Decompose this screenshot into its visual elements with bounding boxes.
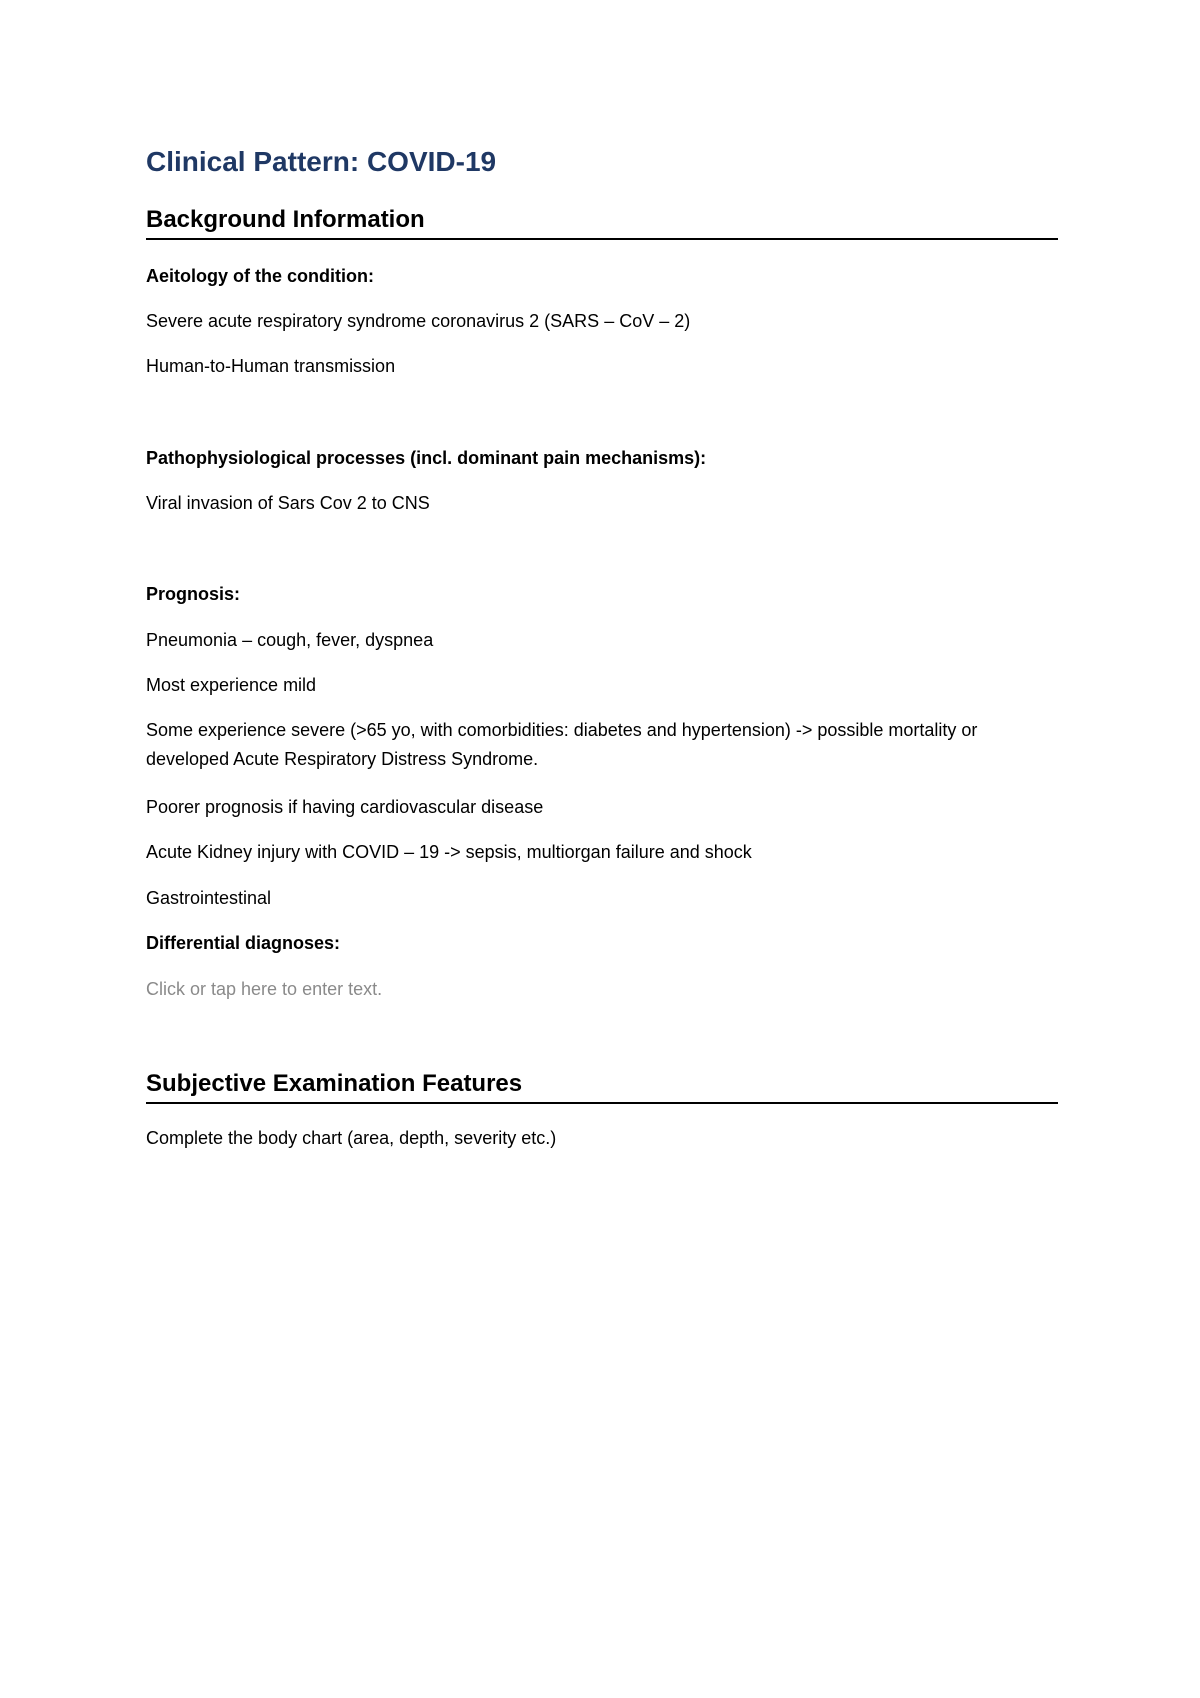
prognosis-label: Prognosis: [146, 584, 241, 604]
subjective-examination-heading: Subjective Examination Features [146, 1070, 1058, 1104]
prognosis-line: Poorer prognosis if having cardiovascular disease [146, 797, 544, 817]
aetiology-line: Severe acute respiratory syndrome coronavirus 2 (SARS – CoV – 2) [146, 311, 691, 331]
prognosis-line: Pneumonia – cough, fever, dyspnea [146, 630, 434, 650]
prognosis-line: Acute Kidney injury with COVID – 19 -> sepsis, multiorgan failure and shock [146, 842, 752, 862]
aetiology-line: Human-to-Human transmission [146, 356, 396, 376]
pathophysiology-label: Pathophysiological processes (incl. dominant pain mechanisms): [146, 448, 707, 468]
pathophysiology-line: Viral invasion of Sars Cov 2 to CNS [146, 493, 430, 513]
background-information-heading: Background Information [146, 206, 1058, 240]
differential-diagnoses-input[interactable]: Click or tap here to enter text. [146, 979, 383, 999]
differential-diagnoses-label: Differential diagnoses: [146, 933, 341, 953]
prognosis-line: Gastrointestinal [146, 888, 272, 908]
prognosis-line: Most experience mild [146, 675, 317, 695]
document-title: Clinical Pattern: COVID-19 [146, 146, 497, 177]
subjective-line: Complete the body chart (area, depth, severity etc.) [146, 1128, 557, 1148]
prognosis-line: Some experience severe (>65 yo, with comorbidities: diabetes and hypertension) -> possible mortality or developed Acute Respiratory Distress Syndrome. [146, 720, 978, 769]
aetiology-label: Aeitology of the condition: [146, 266, 374, 286]
